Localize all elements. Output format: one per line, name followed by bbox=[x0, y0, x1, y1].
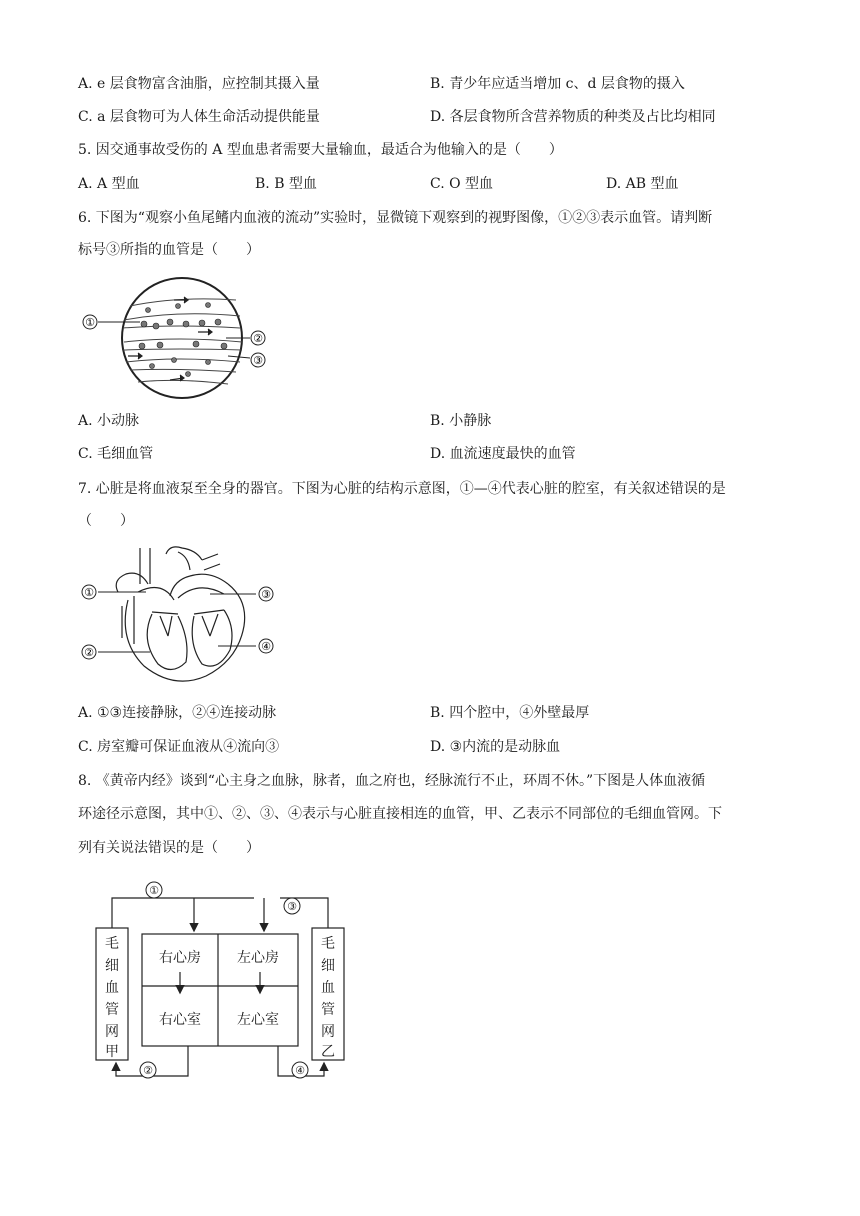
cap-a-char-2: 细 bbox=[105, 958, 119, 974]
chamber-label-3: ③ bbox=[261, 588, 271, 601]
q8-stem-line1: 8. 《黄帝内经》谈到“心主身之血脉，脉者，血之府也，经脉流行不止，环周不休。”下图是人体血液循 bbox=[78, 773, 706, 789]
q6-stem-line2: 标号③所指的血管是（ ） bbox=[78, 242, 260, 258]
q6-option-c: C. 毛细血管 bbox=[78, 446, 154, 462]
vessel-3-label: ③ bbox=[287, 900, 297, 913]
q8-stem-line3: 列有关说法错误的是（ ） bbox=[78, 840, 260, 856]
q4-option-b: B. 青少年应适当增加 c、d 层食物的摄入 bbox=[430, 76, 685, 92]
cap-b-char-2: 细 bbox=[321, 958, 335, 974]
q6-stem-line1: 6. 下图为“观察小鱼尾鳍内血液的流动”实验时，显微镜下观察到的视野图像，①②③表示血管。请判断 bbox=[78, 210, 713, 226]
left-atrium-label: 左心房 bbox=[237, 950, 279, 966]
q5-option-b: B. B 型血 bbox=[255, 176, 317, 192]
q8-stem-line2: 环途径示意图，其中①、②、③、④表示与心脏直接相连的血管，甲、乙表示不同部位的毛细血管网。下 bbox=[78, 806, 722, 822]
vessel-label-1: ① bbox=[85, 316, 95, 329]
q7-stem-line2: （ ） bbox=[78, 513, 134, 529]
blood-circulation-diagram bbox=[90, 876, 350, 1086]
cap-a-char-4: 管 bbox=[105, 1002, 119, 1018]
q6-option-b: B. 小静脉 bbox=[430, 413, 492, 429]
q7-option-d: D. ③内流的是动脉血 bbox=[430, 739, 561, 755]
chamber-label-4: ④ bbox=[261, 640, 271, 653]
heart-structure-figure bbox=[78, 540, 278, 692]
cap-a-char-5: 网 bbox=[105, 1024, 119, 1040]
q5-stem: 5. 因交通事故受伤的 A 型血患者需要大量输血，最适合为他输入的是（ ） bbox=[78, 142, 563, 158]
q7-option-a: A. ①③连接静脉，②④连接动脉 bbox=[78, 705, 277, 721]
cap-b-char-6: 乙 bbox=[321, 1044, 335, 1060]
cap-b-char-1: 毛 bbox=[321, 936, 335, 952]
cap-a-char-1: 毛 bbox=[105, 936, 119, 952]
q4-option-a: A. e 层食物富含油脂，应控制其摄入量 bbox=[78, 76, 320, 92]
chamber-label-2: ② bbox=[84, 646, 94, 659]
vessel-label-3: ③ bbox=[253, 354, 263, 367]
chamber-label-1: ① bbox=[84, 586, 94, 599]
cap-b-char-4: 管 bbox=[321, 1002, 335, 1018]
cap-a-char-6: 甲 bbox=[105, 1044, 119, 1060]
vessel-1-label: ① bbox=[149, 884, 159, 897]
cap-a-char-3: 血 bbox=[105, 980, 119, 996]
q5-option-a: A. A 型血 bbox=[78, 176, 140, 192]
q7-option-c: C. 房室瓣可保证血液从④流向③ bbox=[78, 739, 280, 755]
cap-b-char-3: 血 bbox=[321, 980, 335, 996]
q4-option-d: D. 各层食物所含营养物质的种类及占比均相同 bbox=[430, 109, 716, 125]
q7-option-b: B. 四个腔中，④外壁最厚 bbox=[430, 705, 590, 721]
right-atrium-label: 右心房 bbox=[159, 950, 201, 966]
cap-b-char-5: 网 bbox=[321, 1024, 335, 1040]
q5-option-d: D. AB 型血 bbox=[606, 176, 679, 192]
vessel-label-2: ② bbox=[253, 332, 263, 345]
q7-stem-line1: 7. 心脏是将血液泵至全身的器官。下图为心脏的结构示意图，①—④代表心脏的腔室，有关叙述错误的是 bbox=[78, 481, 726, 497]
vessel-2-label: ② bbox=[143, 1064, 153, 1077]
q6-option-d: D. 血流速度最快的血管 bbox=[430, 446, 576, 462]
q6-option-a: A. 小动脉 bbox=[78, 413, 140, 429]
right-ventricle-label: 右心室 bbox=[159, 1012, 201, 1028]
fish-tail-microscope-figure bbox=[78, 270, 278, 402]
vessel-4-label: ④ bbox=[295, 1064, 305, 1077]
left-ventricle-label: 左心室 bbox=[237, 1012, 279, 1028]
q4-option-c: C. a 层食物可为人体生命活动提供能量 bbox=[78, 109, 320, 125]
q5-option-c: C. O 型血 bbox=[430, 176, 494, 192]
